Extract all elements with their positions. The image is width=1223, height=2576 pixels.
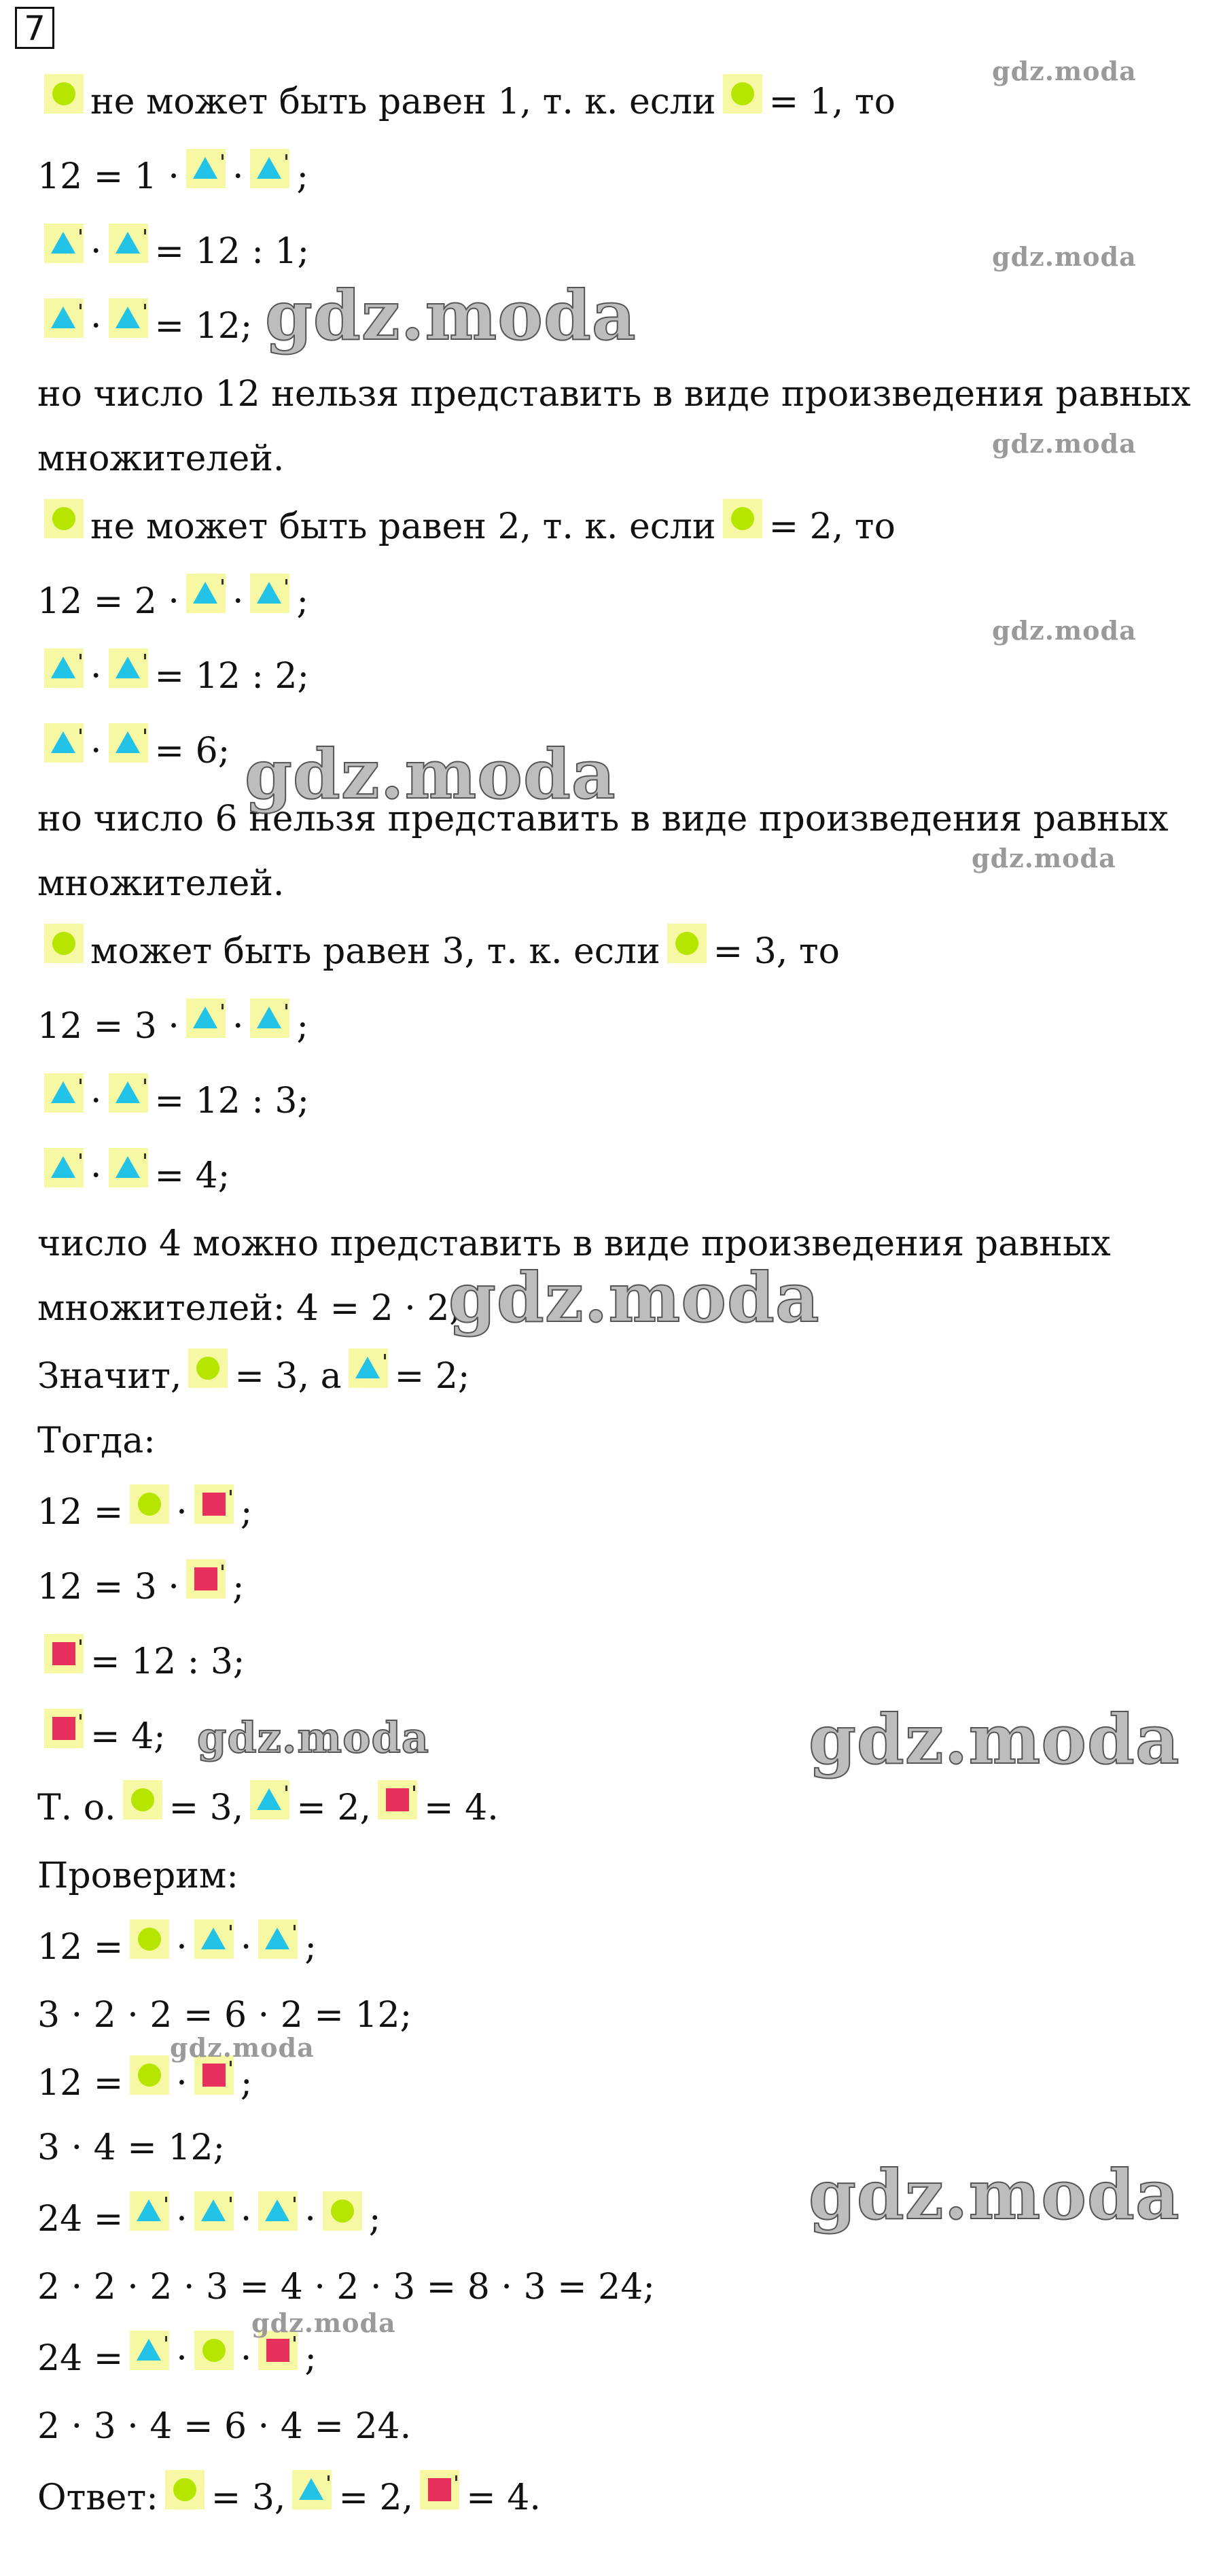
watermark: gdz.moda	[170, 2032, 315, 2063]
math-text: множителей.	[37, 438, 285, 479]
math-text: = 3,	[211, 2477, 286, 2518]
solution-line	[37, 503, 896, 551]
math-text: Проверим:	[37, 1856, 238, 1896]
math-text: = 2,	[296, 1788, 372, 1828]
triangle-icon	[186, 574, 226, 613]
solution-line	[37, 1563, 244, 1611]
watermark: gdz.moda	[992, 615, 1137, 646]
math-text: ;	[232, 1567, 245, 1607]
watermark: gdz.moda	[992, 56, 1137, 86]
math-text: = 12 : 1;	[154, 231, 309, 272]
math-text: = 12 : 3;	[90, 1641, 245, 1682]
math-text: Значит,	[37, 1356, 182, 1397]
math-text: не может быть равен 1, т. к. если	[90, 82, 716, 122]
math-text: = 4;	[90, 1716, 166, 1757]
triangle-icon	[109, 1148, 148, 1187]
math-text: ;	[296, 1006, 309, 1047]
square-icon	[378, 1780, 417, 1820]
square-icon	[194, 1484, 234, 1524]
solution-line	[37, 1713, 166, 1760]
math-text: = 12 : 3;	[154, 1081, 309, 1121]
math-text: ·	[90, 306, 102, 347]
solution-line	[37, 1784, 499, 1832]
math-text: ;	[368, 2199, 381, 2240]
math-text: число 4 можно представить в виде произведения равных	[37, 1223, 1111, 1264]
triangle-icon	[109, 648, 148, 688]
watermark: gdz.moda	[992, 428, 1137, 459]
math-text: = 4;	[154, 1155, 230, 1196]
triangle-icon	[186, 998, 226, 1038]
circle-icon	[44, 499, 84, 538]
watermark: gdz.moda	[251, 2308, 396, 2338]
circle-icon	[130, 2055, 169, 2095]
solution-line	[37, 1077, 309, 1125]
math-text: = 2;	[394, 1356, 470, 1397]
triangle-icon	[250, 998, 289, 1038]
math-text: = 3,	[169, 1788, 244, 1828]
solution-line	[37, 2403, 411, 2450]
triangle-icon	[258, 2191, 298, 2231]
math-text: Ответ:	[37, 2477, 158, 2518]
circle-icon	[130, 1919, 169, 1959]
triangle-icon	[186, 149, 226, 188]
solution-line	[37, 1417, 156, 1465]
math-text: Т. о.	[37, 1788, 116, 1828]
triangle-icon	[44, 1148, 84, 1187]
solution-line	[37, 302, 252, 350]
solution-line	[37, 1003, 308, 1050]
math-text: ·	[176, 2063, 188, 2104]
math-text: = 12 : 2;	[154, 656, 309, 697]
triangle-icon	[250, 149, 289, 188]
math-text: ;	[304, 1927, 317, 1968]
math-text: ·	[232, 156, 244, 197]
math-text: ;	[304, 2338, 317, 2379]
math-text: ·	[240, 2338, 252, 2379]
math-text: множителей: 4 = 2 · 2;	[37, 1288, 461, 1329]
math-text: ·	[90, 1081, 102, 1121]
solution-line	[37, 727, 230, 775]
math-text: ;	[240, 2063, 253, 2104]
solution-line	[37, 2474, 541, 2522]
math-text: ;	[296, 581, 309, 622]
math-text: = 6;	[154, 731, 230, 771]
circle-icon	[165, 2470, 205, 2509]
triangle-icon	[44, 224, 84, 263]
solution-line	[37, 928, 840, 975]
solution-line	[37, 1924, 317, 1971]
triangle-icon	[194, 1919, 234, 1959]
math-text: ·	[176, 1927, 188, 1968]
solution-line	[37, 435, 284, 483]
circle-icon	[723, 499, 762, 538]
square-icon	[44, 1634, 84, 1673]
math-text: 24 =	[37, 2199, 124, 2240]
math-text: 12 = 2 ·	[37, 581, 179, 622]
circle-icon	[44, 74, 84, 114]
math-text: = 3, то	[713, 931, 840, 972]
triangle-icon	[44, 298, 84, 338]
solution-line	[37, 2263, 655, 2311]
math-text: ·	[176, 2338, 188, 2379]
math-text: 3 · 4 = 12;	[37, 2127, 226, 2168]
math-text: ·	[90, 231, 102, 272]
triangle-icon	[109, 298, 148, 338]
math-text: ;	[296, 156, 309, 197]
triangle-icon	[44, 648, 84, 688]
math-text: ·	[304, 2199, 316, 2240]
math-text: 12 =	[37, 1492, 124, 1533]
math-text: не может быть равен 2, т. к. если	[90, 506, 716, 547]
math-text: 12 =	[37, 1927, 124, 1968]
watermark: gdz.moda	[972, 843, 1116, 873]
circle-icon	[723, 74, 762, 114]
math-text: = 2, то	[768, 506, 896, 547]
solution-line	[37, 153, 308, 201]
math-text: 2 · 3 · 4 = 6 · 4 = 24.	[37, 2406, 412, 2447]
math-text: 12 =	[37, 2063, 124, 2104]
math-text: ;	[240, 1492, 253, 1533]
solution-line	[37, 1489, 252, 1536]
math-text: ·	[176, 2199, 188, 2240]
triangle-icon	[258, 1919, 298, 1959]
math-text: но число 12 нельзя представить в виде произведения равных	[37, 374, 1191, 415]
math-text: = 4.	[424, 1788, 499, 1828]
watermark: gdz.moda	[197, 1713, 429, 1762]
math-text: ·	[232, 581, 244, 622]
math-text: ·	[240, 2199, 252, 2240]
watermark: gdz.moda	[245, 734, 616, 814]
math-text: Тогда:	[37, 1421, 156, 1461]
square-icon	[44, 1709, 84, 1748]
triangle-icon	[292, 2470, 332, 2509]
solution-line	[37, 2124, 225, 2172]
triangle-icon	[130, 2331, 169, 2370]
circle-icon	[44, 924, 84, 963]
math-text: но число 6 нельзя представить в виде произведения равных	[37, 799, 1169, 839]
math-text: ·	[90, 1155, 102, 1196]
solution-line	[37, 578, 308, 625]
math-text: ·	[90, 731, 102, 771]
math-text: ·	[240, 1927, 252, 1968]
math-text: ·	[90, 656, 102, 697]
square-icon	[186, 1559, 226, 1599]
circle-icon	[323, 2191, 362, 2231]
triangle-icon	[194, 2191, 234, 2231]
math-text: = 4.	[466, 2477, 541, 2518]
math-text: множителей.	[37, 863, 285, 904]
solution-line	[37, 78, 896, 126]
math-text: = 3, а	[234, 1356, 342, 1397]
math-text: может быть равен 3, т. к. если	[90, 931, 660, 972]
triangle-icon	[349, 1348, 388, 1388]
solution-line	[37, 228, 309, 275]
solution-line	[37, 2059, 252, 2107]
watermark: gdz.moda	[448, 1257, 820, 1338]
math-text: ·	[232, 1006, 244, 1047]
solution-line	[37, 2195, 380, 2243]
triangle-icon	[44, 723, 84, 763]
math-text: 12 = 3 ·	[37, 1006, 179, 1047]
triangle-icon	[109, 224, 148, 263]
solution-line	[37, 1152, 230, 1200]
solution-line	[37, 1638, 245, 1686]
math-text: 2 · 2 · 2 · 3 = 4 · 2 · 3 = 8 · 3 = 24;	[37, 2267, 655, 2308]
watermark: gdz.moda	[809, 2155, 1180, 2235]
square-icon	[420, 2470, 459, 2509]
math-text: 24 =	[37, 2338, 124, 2379]
math-text: 3 · 2 · 2 = 6 · 2 = 12;	[37, 1995, 412, 2036]
math-text: = 2,	[338, 2477, 414, 2518]
solution-line	[37, 2335, 317, 2382]
solution-line	[37, 1852, 238, 1900]
circle-icon	[130, 1484, 169, 1524]
circle-icon	[667, 924, 707, 963]
math-text: 12 = 3 ·	[37, 1567, 179, 1607]
triangle-icon	[250, 1780, 289, 1820]
circle-icon	[188, 1348, 228, 1388]
circle-icon	[123, 1780, 162, 1820]
triangle-icon	[109, 723, 148, 763]
watermark: gdz.moda	[265, 275, 637, 355]
math-text: ·	[176, 1492, 188, 1533]
math-text: = 12;	[154, 306, 253, 347]
solution-line	[37, 860, 284, 907]
math-text: 12 = 1 ·	[37, 156, 179, 197]
solution-line	[37, 1285, 461, 1332]
triangle-icon	[250, 574, 289, 613]
triangle-icon	[44, 1073, 84, 1113]
watermark: gdz.moda	[809, 1699, 1180, 1779]
solution-line	[37, 652, 309, 700]
watermark: gdz.moda	[992, 241, 1137, 272]
triangle-icon	[130, 2191, 169, 2231]
circle-icon	[194, 2331, 234, 2370]
triangle-icon	[109, 1073, 148, 1113]
solution-line	[37, 370, 1191, 418]
math-text: = 1, то	[768, 82, 896, 122]
solution-line	[37, 1353, 469, 1400]
task-number: 7	[15, 7, 54, 49]
